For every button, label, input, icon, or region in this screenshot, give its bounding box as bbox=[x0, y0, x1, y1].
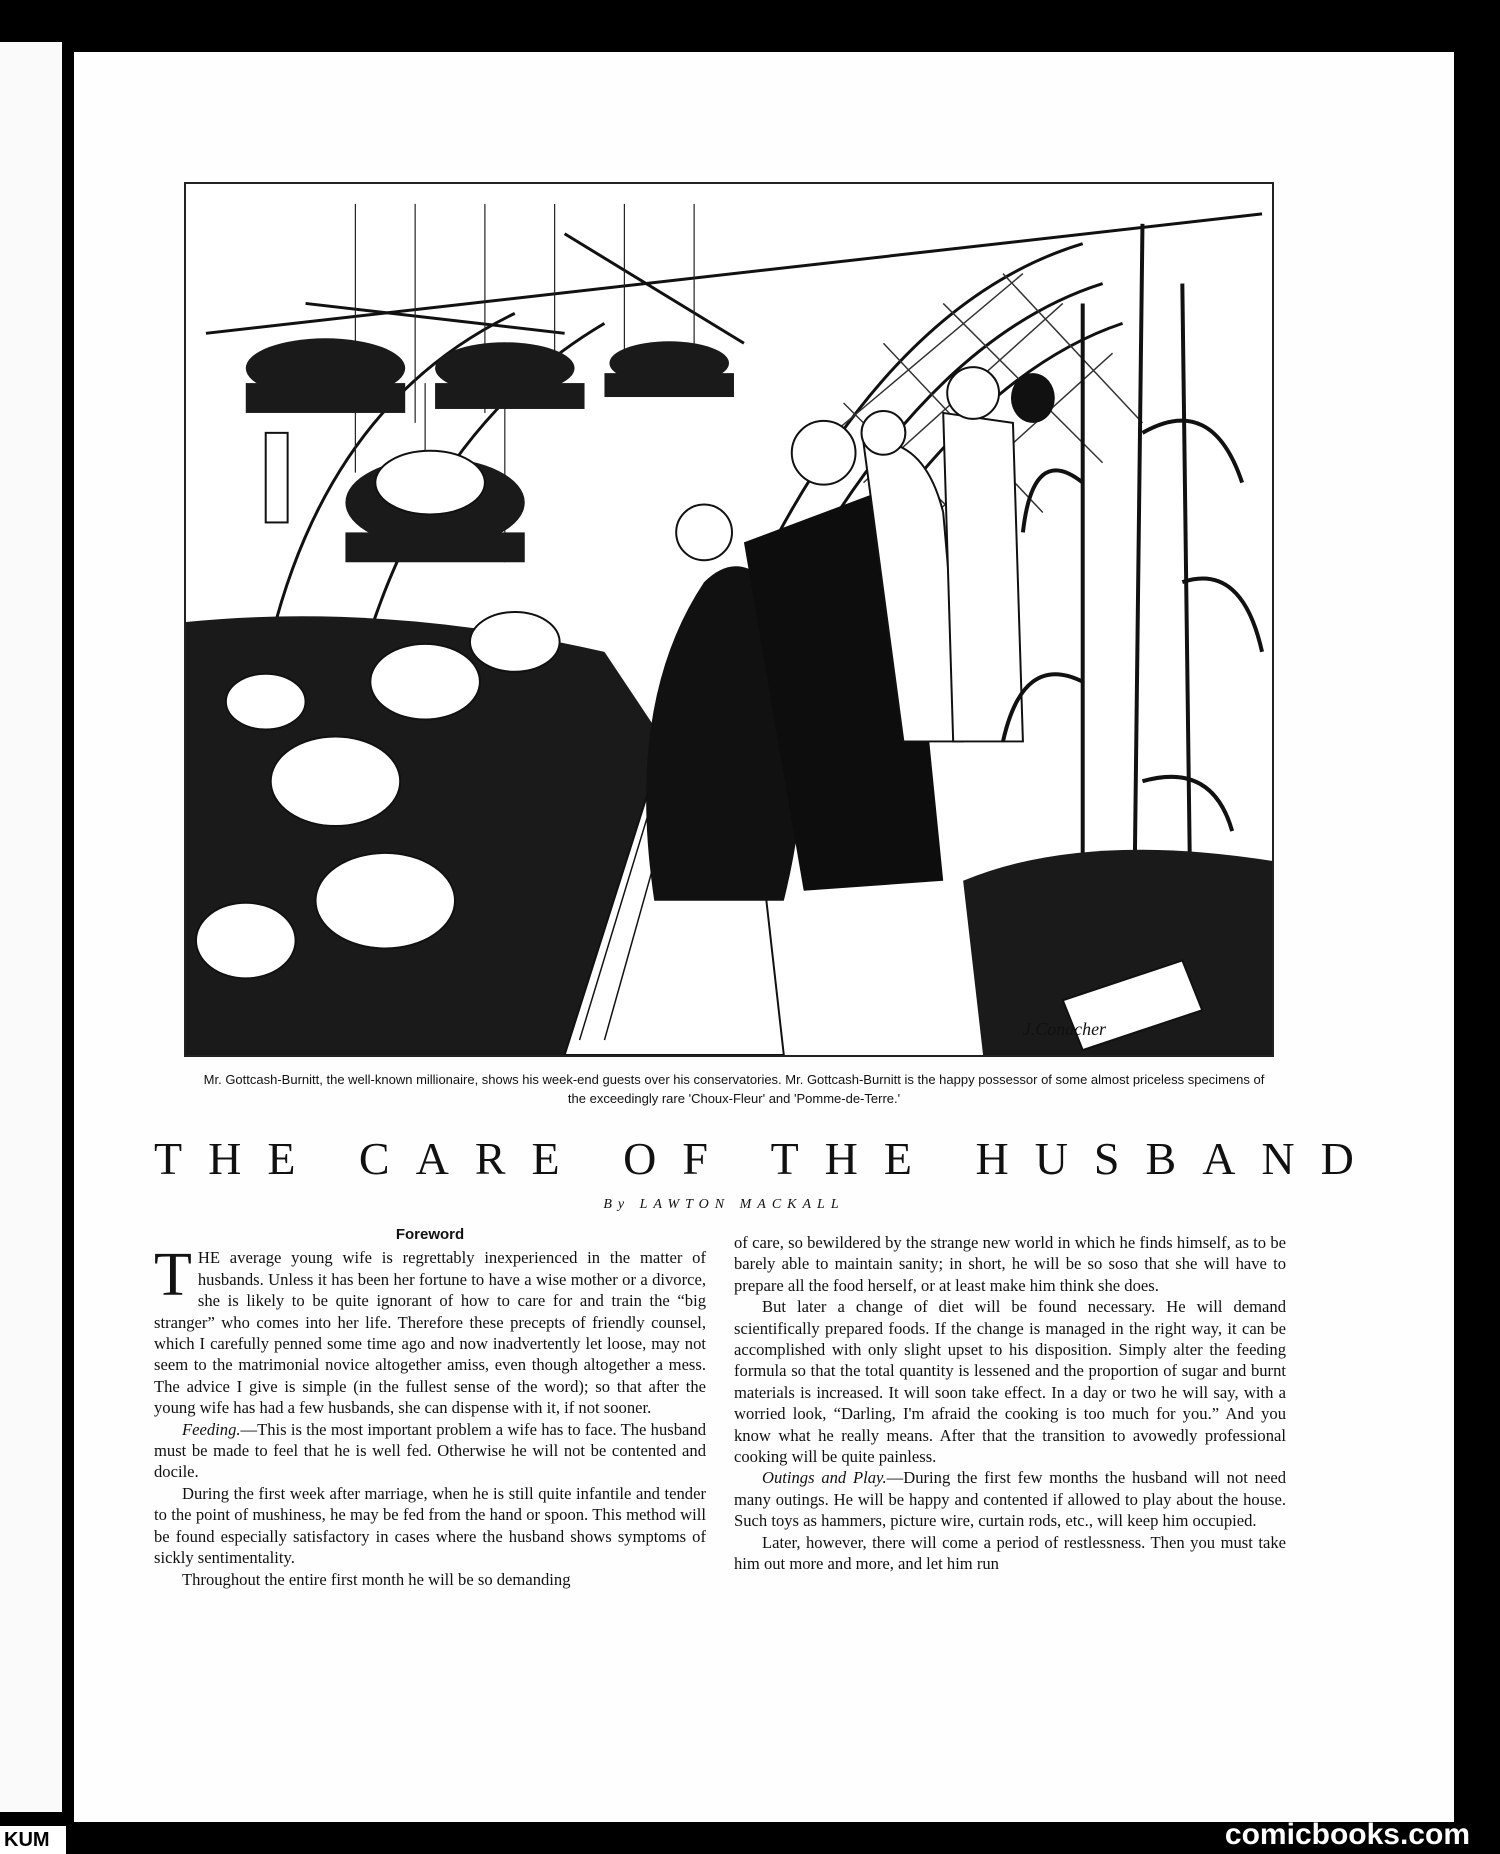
site-watermark: comicbooks.com bbox=[1224, 1818, 1470, 1851]
left-column bbox=[154, 1224, 706, 1590]
drop-cap: T bbox=[154, 1241, 192, 1310]
paragraph bbox=[154, 1241, 706, 1418]
previous-page-edge bbox=[0, 42, 62, 1812]
article-byline: By LAWTON MACKALL bbox=[603, 1197, 845, 1212]
section-run-in-heading: Feeding. bbox=[182, 1419, 241, 1439]
illustration-caption: Mr. Gottcash-Burnitt, the well-known millionaire, shows his week-end guests over his conservatories. Mr. Gottcash-Burnitt is the happy possessor of some almost priceless specimens of the exceedingly rare 'Choux-Fleur' and 'Pomme-de-Terre.' bbox=[203, 1072, 1265, 1106]
foreword-heading: Foreword bbox=[395, 1226, 465, 1243]
paragraph-text: —This is the most important problem a wife has to face. The husband must be made to feel that he is well fed. Otherwise he will not be contented and docile. bbox=[154, 1419, 706, 1482]
paragraph: Later, however, there will come a period of restlessness. Then you must take him out more and more, and let him run bbox=[734, 1532, 1286, 1574]
paragraph bbox=[734, 1467, 1286, 1531]
right-column bbox=[734, 1232, 1286, 1575]
paragraph: Throughout the entire first month he will be so demanding bbox=[182, 1569, 571, 1589]
artist-signature: J.Conacher bbox=[1022, 1019, 1107, 1040]
illustration-drawing bbox=[186, 184, 1272, 1055]
magazine-page bbox=[74, 52, 1454, 1822]
corner-tag: KUM bbox=[0, 1826, 66, 1854]
paragraph bbox=[154, 1419, 706, 1483]
paragraph: of care, so bewildered by the strange new world in which he finds himself, as to be barely able to maintain sanity; in short, he will be so soso that she will have to prepare all the food herself, or at least make him think she does. bbox=[734, 1233, 1286, 1295]
section-run-in-heading: Outings and Play. bbox=[762, 1468, 887, 1488]
greenhouse-illustration bbox=[184, 182, 1274, 1057]
paragraph-text: —During the first few months the husband will not need many outings. He will be happy and contented if allowed to play about the house. Such toys as hammers, picture wire, curtain rods, etc., will keep him occupied. bbox=[734, 1468, 1286, 1531]
paragraph: But later a change of diet will be found necessary. He will demand scientifically prepared foods. If the change is managed in the right way, it can be accomplished with only slight upset to his disposition. Simply alter the feeding formula so that the total quantity is lessened and the proportion of sugar and burnt materials is increased. It will soon take effect. In a day or two he will say, with a worried look, “Darling, I'm afraid the cooking is too much for you.” And you know what he really means. After that the transition to avowedly professional cooking will be quite painless. bbox=[734, 1297, 1286, 1467]
article-title: THE CARE OF THE HUSBAND bbox=[154, 1133, 1380, 1184]
paragraph: During the first week after marriage, when he is still quite infantile and tender to the point of mushiness, he may be fed from the hand or spoon. This method will be found especially satisfactory in cases where the husband shows symptoms of sickly sentimentality. bbox=[154, 1483, 706, 1568]
paragraph-text: HE average young wife is regrettably inexperienced in the matter of husbands. Unless it has been her fortune to have a wise mother or a divorce, she is likely to be quite ignorant of how to care for and train the “big stranger” who comes into her life. Therefore these precepts of friendly counsel, which I carefully penned some time ago and now inadvertently let loose, may not seem to the matrimonial novice altogether amiss, even though altogether a mess. The advice I give is simple (in the fullest sense of the word); so that after the young wife has had a few husbands, she can dispense with it, if not sooner. bbox=[154, 1248, 706, 1418]
